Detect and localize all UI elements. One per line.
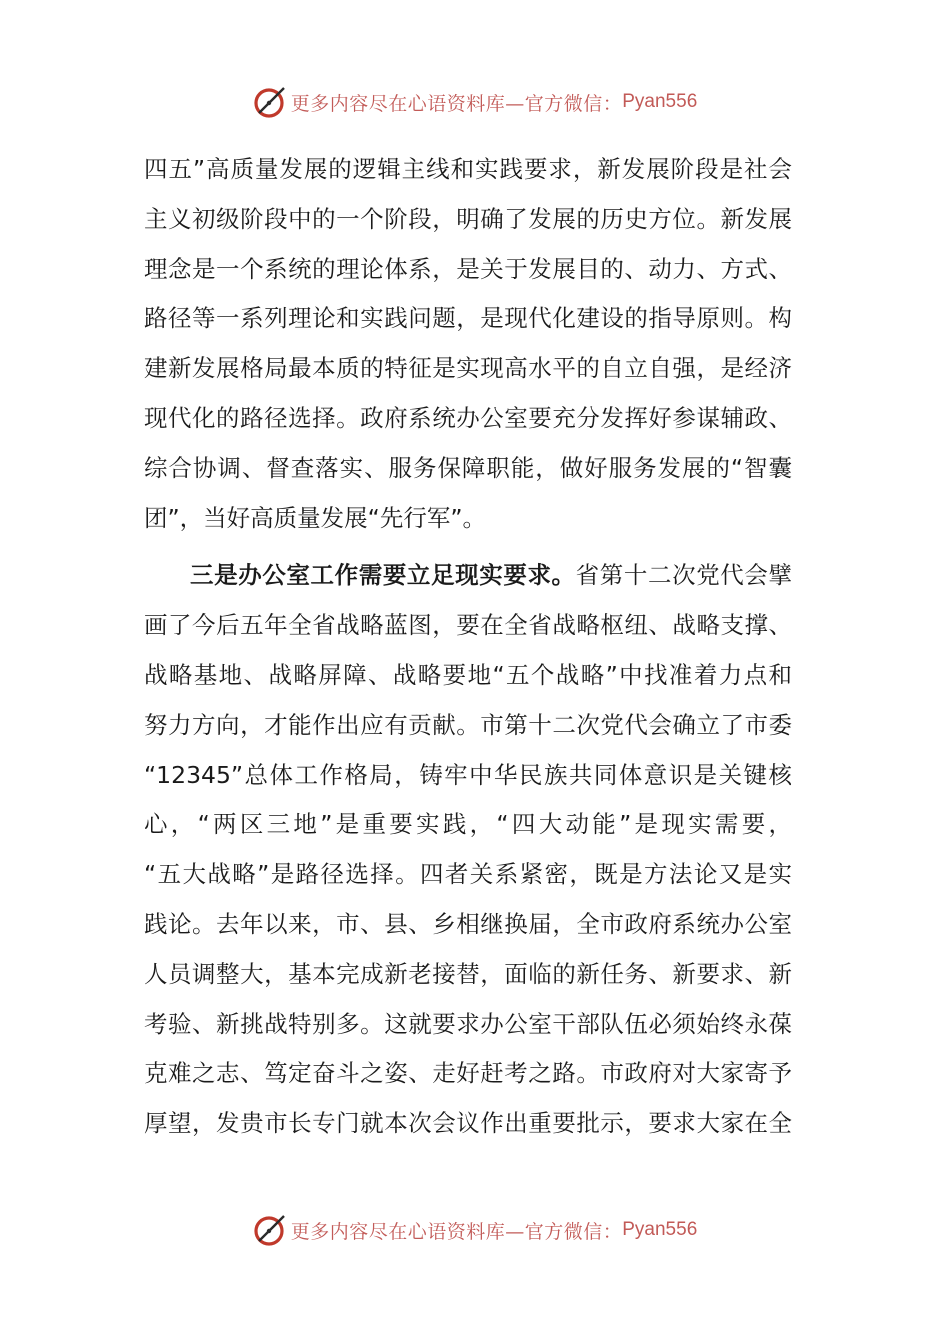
watermark-wechat-id: Pyan556 [622, 91, 698, 112]
quill-logo-icon [253, 85, 287, 119]
paragraph-2 [144, 551, 792, 1149]
text-line: 路径等一系列理论和实践问题，是现代化建设的指导原则。构 [144, 304, 792, 333]
text-line: 考验、新挑战特别多。这就要求办公室干部队伍必须始终永葆 [144, 1009, 792, 1038]
text-line: 人员调整大，基本完成新老接替，面临的新任务、新要求、新 [144, 959, 792, 988]
text-run: 省第十二次党代会擘 [575, 561, 793, 590]
text-line: 努力方向，才能作出应有贡献。市第十二次党代会确立了市委 [144, 710, 792, 739]
text-line: 战略基地、战略屏障、战略要地“五个战略”中找准着力点和 [144, 660, 792, 689]
text-line: 主义初级阶段中的一个阶段，明确了发展的历史方位。新发展 [144, 204, 792, 233]
text-line-first [144, 551, 792, 601]
watermark-text: 更多内容尽在心语资料库—官方微信： [290, 1220, 623, 1243]
text-line: 综合协调、督查落实、服务保障职能，做好服务发展的“智囊 [144, 453, 792, 482]
document-body [144, 145, 792, 1149]
paragraph-1 [144, 145, 792, 543]
watermark-banner-bottom [0, 1208, 950, 1252]
quill-logo-icon [253, 1213, 287, 1247]
text-line: 心，“两区三地”是重要实践，“四大动能”是现实需要， [144, 810, 792, 839]
text-line: 建新发展格局最本质的特征是实现高水平的自立自强，是经济 [144, 354, 792, 383]
text-line: 画了今后五年全省战略蓝图，要在全省战略枢纽、战略支撑、 [144, 611, 792, 640]
watermark-text: 更多内容尽在心语资料库—官方微信： [290, 92, 623, 115]
text-line: 四五”高质量发展的逻辑主线和实践要求，新发展阶段是社会 [144, 155, 792, 183]
paragraph-heading: 三是办公室工作需要立足现实要求。 [190, 561, 576, 590]
text-line: 践论。去年以来，市、县、乡相继换届，全市政府系统办公室 [144, 909, 792, 938]
text-line: “五大战略”是路径选择。四者关系紧密，既是方法论又是实 [144, 860, 792, 889]
text-line: 克难之志、笃定奋斗之姿、走好赶考之路。市政府对大家寄予 [144, 1059, 792, 1088]
watermark-wechat-id: Pyan556 [622, 1219, 698, 1240]
text-line: 现代化的路径选择。政府系统办公室要充分发挥好参谋辅政、 [144, 403, 792, 432]
text-line: 理念是一个系统的理论体系，是关于发展目的、动力、方式、 [144, 254, 792, 283]
text-line: “12345”总体工作格局，铸牢中华民族共同体意识是关键核 [144, 760, 792, 789]
watermark-banner-top [0, 80, 950, 124]
text-line: 团”，当好高质量发展“先行军”。 [144, 503, 487, 532]
text-line: 厚望，发贵市长专门就本次会议作出重要批示，要求大家在全 [144, 1109, 792, 1138]
